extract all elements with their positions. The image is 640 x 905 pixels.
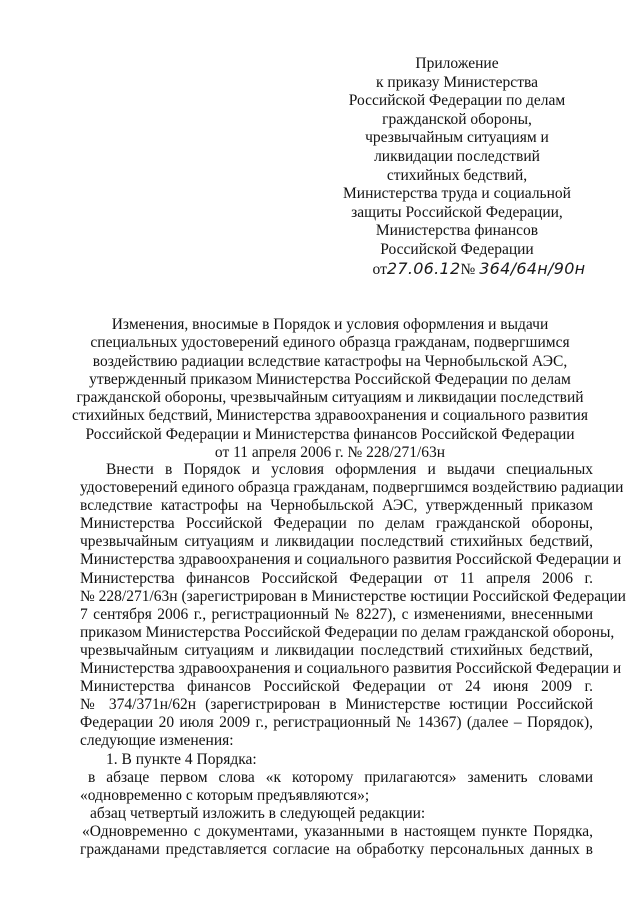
body-line: Министерства Российской Федерации по делам гражданской обороны,	[80, 515, 593, 533]
body-line: приказом Министерства Российской Федерации по делам гражданской обороны,	[80, 623, 615, 641]
body-line: чрезвычайным ситуациям и ликвидации последствий стихийных бедствий,	[80, 533, 593, 551]
body-line: Министерства здравоохранения и социального развития Российской Федерации и	[80, 551, 622, 569]
appendix-line: ликвидации последствий	[374, 147, 540, 165]
appendix-line: чрезвычайным ситуациям и	[365, 129, 549, 147]
body-line: Министерства здравоохранения и социального развития Российской Федерации и	[80, 660, 622, 678]
number-prefix: №	[460, 260, 476, 278]
body-line: Федерации 20 июля 2009 г., регистрационный № 14367) (далее – Порядок),	[80, 714, 593, 732]
handwritten-date: 27.06.12	[386, 258, 461, 278]
body-line: вследствие катастрофы на Чернобыльской АЭС, утвержденный приказом	[80, 497, 593, 515]
document-body	[80, 461, 626, 859]
body-line: 1. В пункте 4 Порядка:	[106, 750, 257, 768]
appendix-line: защиты Российской Федерации,	[351, 203, 563, 221]
appendix-line: гражданской обороны,	[382, 110, 532, 128]
appendix-line: Министерства финансов	[375, 222, 539, 240]
body-line: «одновременно с которым предъявляются»;	[80, 786, 370, 804]
date-prefix: от	[372, 260, 387, 278]
title-line: Изменения, вносимые в Порядок и условия оформления и выдачи	[111, 316, 549, 333]
body-line: чрезвычайным ситуациям и ликвидации последствий стихийных бедствий,	[80, 641, 593, 659]
body-line: Министерства финансов Российской Федерации от 24 июня 2009 г.	[80, 678, 593, 696]
appendix-line: стихийных бедствий,	[386, 166, 528, 184]
title-line: воздействию радиации вследствие катастрофы на Чернобыльской АЭС,	[92, 352, 568, 370]
title-line: Российской Федерации и Министерства финансов Российской Федерации	[85, 425, 575, 443]
body-line: Министерства финансов Российской Федерации от 11 апреля 2006 г.	[80, 569, 593, 587]
title-line: специальных удостоверений единого образца гражданам, подвергшимся	[90, 334, 570, 352]
document-title	[50, 316, 610, 462]
title-line: утвержденный приказом Министерства Российской Федерации по делам	[89, 370, 571, 388]
body-line: следующие изменения:	[80, 732, 234, 750]
body-line: Внести в Порядок и условия оформления и выдачи специальных	[106, 461, 593, 478]
appendix-line: Приложение	[415, 55, 499, 72]
appendix-line: Российской Федерации по делам	[348, 92, 566, 110]
body-line: 7 сентября 2006 г., регистрационный № 8227), с изменениями, внесенными	[80, 605, 593, 623]
body-line: № 374/371н/62н (зарегистрирован в Министерстве юстиции Российской	[80, 696, 593, 714]
body-line: удостоверений единого образца гражданам, подвергшимся воздействию радиации	[80, 479, 624, 497]
body-line: абзац четвертый изложить в следующей редакции:	[90, 804, 426, 822]
body-line: в абзаце первом слова «к которому прилагаются» заменить словами	[88, 768, 593, 786]
body-line: № 228/271/63н (зарегистрирован в Министерстве юстиции Российской Федерации	[80, 587, 626, 605]
appendix-line: к приказу Министерства	[376, 73, 538, 91]
title-line: от 11 апреля 2006 г. № 228/271/63н	[214, 444, 446, 462]
appendix-block	[318, 55, 596, 279]
order-date-number-line	[340, 260, 618, 280]
title-line: стихийных бедствий, Министерства здравоохранения и социального развития	[72, 407, 588, 425]
title-line: гражданской обороны, чрезвычайным ситуациям и ликвидации последствий	[76, 389, 584, 407]
appendix-line: Министерства труда и социальной	[343, 185, 571, 203]
body-line: «Одновременно с документами, указанными в настоящем пункте Порядка,	[82, 822, 593, 840]
body-line: гражданами представляется согласие на обработку персональных данных в	[80, 840, 593, 858]
handwritten-order-number: 364/64н/90н	[479, 258, 586, 278]
appendix-line: Российской Федерации	[380, 240, 534, 258]
